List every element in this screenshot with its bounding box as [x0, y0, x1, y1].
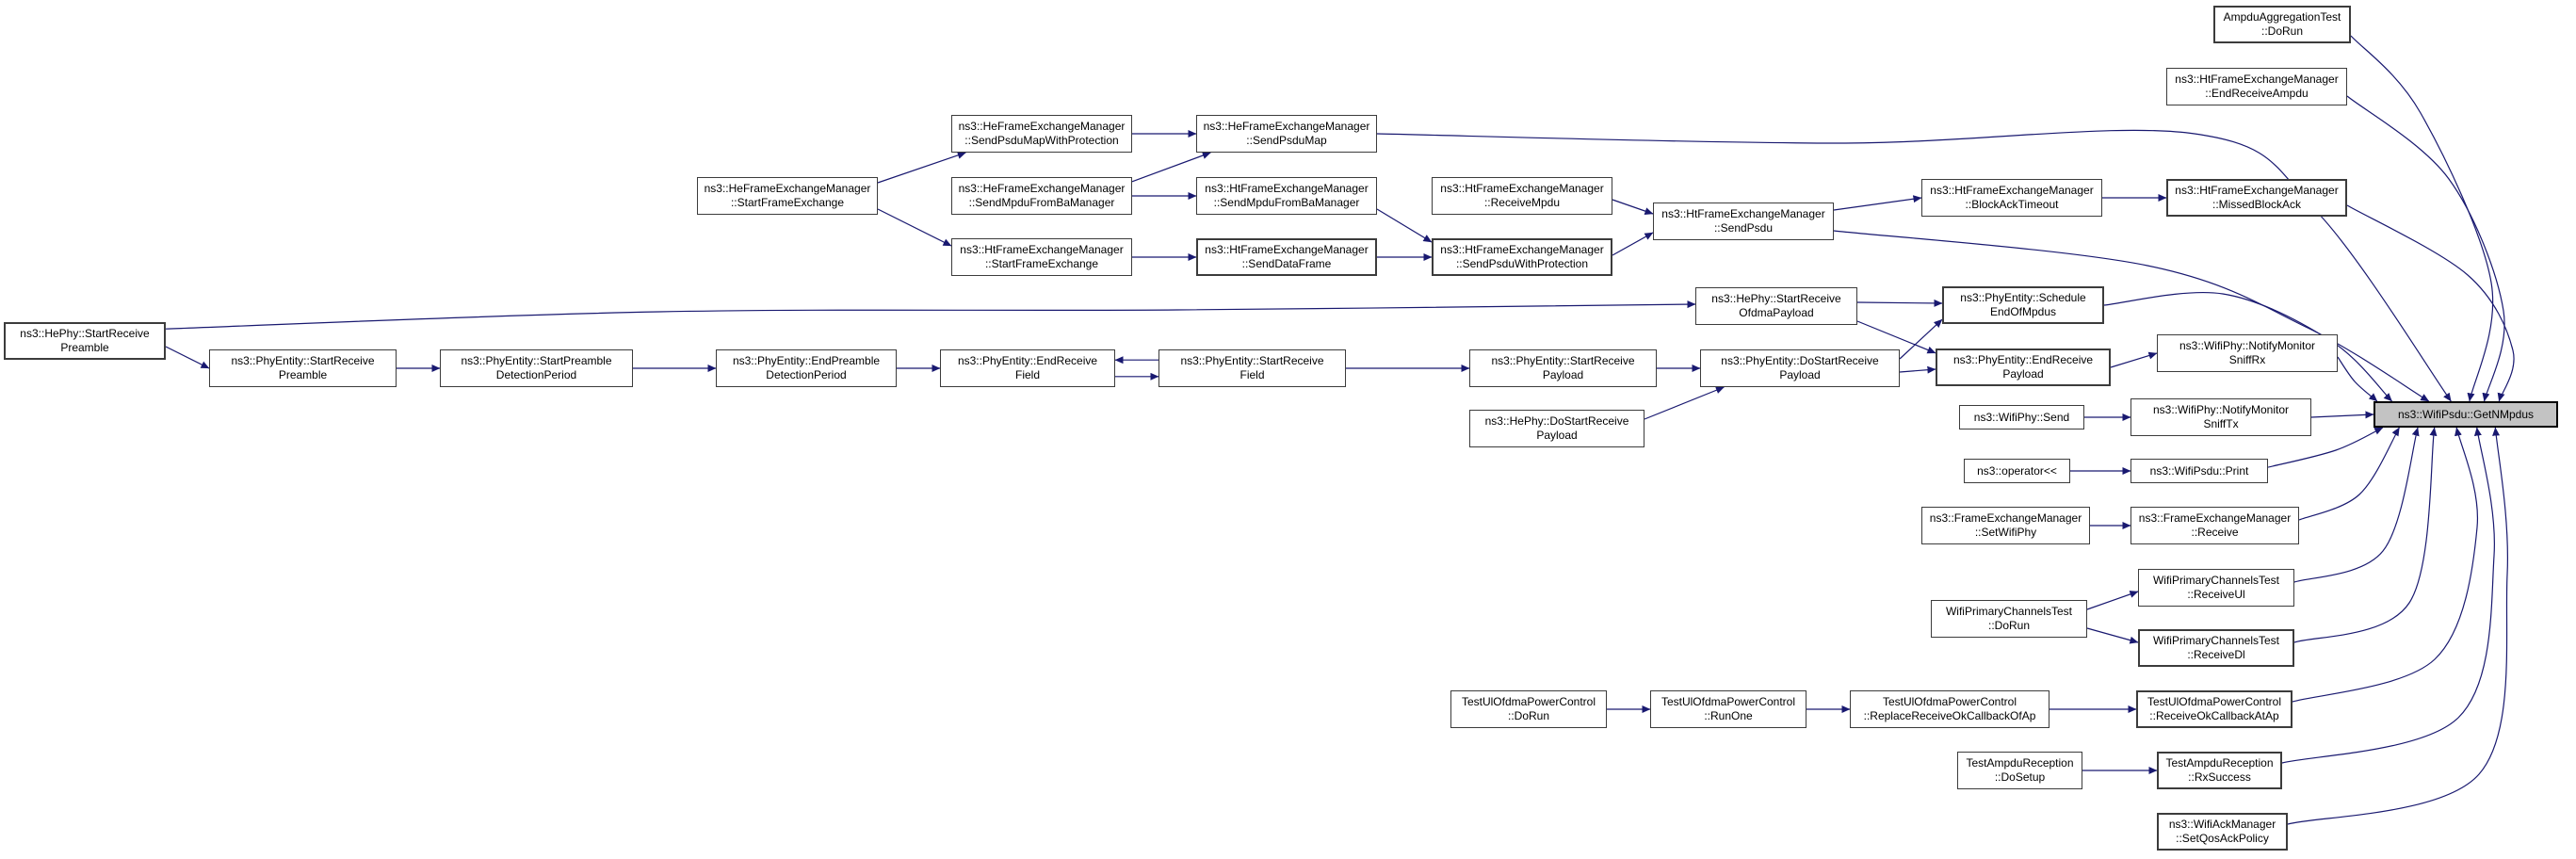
- edge-htfem-sendpsdu--target: [1834, 231, 2429, 401]
- node-label-line: ns3::PhyEntity::DoStartReceive: [1721, 354, 1879, 368]
- node-wpct-rul[interactable]: [2138, 569, 2294, 607]
- node-htfem-sfe[interactable]: [951, 238, 1132, 276]
- node-aat-dorun[interactable]: [2213, 6, 2351, 43]
- node-label-line: ::DoRun: [2260, 24, 2304, 38]
- edge-wpct-dorun--wpct-rdl: [2087, 628, 2138, 642]
- node-label-line: ::SendMpduFromBaManager: [968, 196, 1115, 209]
- node-label-line: ns3::PhyEntity::EndReceive: [1952, 353, 2094, 367]
- node-label-line: ns3::HePhy::StartReceive: [20, 327, 150, 341]
- node-label-line: ns3::WifiPhy::NotifyMonitor: [2179, 339, 2316, 353]
- node-wp-print[interactable]: [2130, 459, 2268, 483]
- edge-hephy-srp--pe-srp: [166, 347, 209, 368]
- node-htfem-endrxampdu[interactable]: [2166, 68, 2347, 105]
- node-wp-send[interactable]: [1959, 405, 2084, 430]
- node-label-line: ns3::PhyEntity::StartReceive: [231, 354, 375, 368]
- node-label-line: ::SendPsduMap: [1246, 134, 1327, 147]
- edge-fem-receive--target: [2299, 428, 2399, 520]
- node-label-line: ::DoSetup: [1994, 770, 2046, 784]
- node-label-line: ::StartFrameExchange: [730, 196, 845, 209]
- node-label-line: ns3::operator<<: [1977, 463, 2057, 478]
- edge-htfem-rxmpdu--htfem-sendpsdu: [1612, 200, 1653, 214]
- node-label-line: WifiPrimaryChannelsTest: [2152, 574, 2280, 588]
- node-label-line: TestUlOfdmaPowerControl: [1461, 695, 1596, 709]
- node-hephy-srp[interactable]: [4, 322, 166, 360]
- edge-wam-setqos--target: [2288, 428, 2507, 824]
- node-label-line: ::BlockAckTimeout: [1965, 198, 2059, 211]
- edge-htfem-smfbm--htfem-spwp: [1377, 209, 1432, 242]
- node-pe-srp[interactable]: [209, 349, 397, 387]
- node-label-line: ns3::HePhy::StartReceive: [1711, 292, 1841, 306]
- edge-wpct-rul--target: [2294, 428, 2418, 582]
- node-label-line: ns3::HtFrameExchangeManager: [960, 243, 1124, 257]
- edge-pe-erpay--wp-sniffrx: [2111, 353, 2157, 367]
- edge-htfem-spwp--htfem-sendpsdu: [1612, 233, 1653, 255]
- node-target: [2373, 401, 2558, 428]
- node-htfem-rxmpdu[interactable]: [1432, 177, 1612, 215]
- node-label-line: DetectionPeriod: [766, 368, 847, 381]
- node-fem-receive[interactable]: [2130, 507, 2299, 544]
- node-wpct-dorun[interactable]: [1931, 600, 2087, 638]
- edge-wpct-rdl--target: [2294, 428, 2435, 642]
- node-tar-dosetup[interactable]: [1957, 752, 2082, 789]
- node-label-line: ::DoRun: [1987, 619, 2031, 632]
- edge-hephy-dsrpay--pe-dsrpay: [1644, 387, 1724, 419]
- edge-hefem-sfe--htfem-sfe: [878, 209, 951, 246]
- node-label-line: ns3::HtFrameExchangeManager: [1661, 207, 1825, 221]
- node-label-line: ::ReceiveOkCallbackAtAp: [2149, 709, 2279, 722]
- node-pe-spdp[interactable]: [440, 349, 633, 387]
- node-label-line: Payload: [1542, 368, 1584, 381]
- node-htfem-sdf[interactable]: [1196, 238, 1377, 276]
- node-label-line: TestUlOfdmaPowerControl: [1882, 695, 2017, 709]
- edge-htfem-endrxampdu--target: [2347, 96, 2504, 401]
- node-label-line: ns3::FrameExchangeManager: [2138, 511, 2292, 526]
- edge-wp-snifftx--target: [2311, 414, 2373, 417]
- node-label-line: ns3::HeFrameExchangeManager: [1203, 120, 1370, 134]
- node-label-line: ::RxSuccess: [2188, 770, 2251, 784]
- node-label-line: ns3::PhyEntity::StartReceive: [1491, 354, 1635, 368]
- node-label-line: ::SendMpduFromBaManager: [1213, 196, 1360, 209]
- node-label-line: Preamble: [278, 368, 328, 381]
- node-htfem-spwp[interactable]: [1432, 238, 1612, 276]
- node-label-line: WifiPrimaryChannelsTest: [2152, 634, 2280, 648]
- node-wp-snifftx[interactable]: [2130, 398, 2311, 436]
- node-label-line: ns3::WifiPsdu::Print: [2149, 463, 2249, 478]
- node-label-line: WifiPrimaryChannelsTest: [1945, 605, 2073, 619]
- node-label-line: ::EndReceiveAmpdu: [2205, 87, 2309, 100]
- node-pe-dsrpay[interactable]: [1700, 349, 1900, 387]
- node-wp-sniffrx[interactable]: [2157, 334, 2338, 372]
- node-label-line: ns3::PhyEntity::EndReceive: [957, 354, 1098, 368]
- node-label-line: ::SendPsdu: [1713, 221, 1774, 235]
- node-htfem-sendpsdu[interactable]: [1653, 203, 1834, 240]
- node-op-stream[interactable]: [1964, 459, 2070, 483]
- edge-htfem-sendpsdu--htfem-batimeout: [1834, 198, 1921, 210]
- node-label-line: TestAmpduReception: [1966, 756, 2074, 770]
- node-label-line: ns3::HtFrameExchangeManager: [1930, 184, 2094, 198]
- node-hephy-dsrpay[interactable]: [1469, 410, 1644, 447]
- node-label-line: DetectionPeriod: [495, 368, 577, 381]
- node-label-line: ns3::WifiPhy::NotifyMonitor: [2152, 403, 2290, 417]
- node-label-line: ::RunOne: [1704, 709, 1753, 722]
- node-label-line: Field: [1014, 368, 1040, 381]
- node-label-line: AmpduAggregationTest: [2223, 10, 2341, 24]
- node-label-line: ns3::PhyEntity::EndPreamble: [732, 354, 881, 368]
- node-label-line: ::MissedBlockAck: [2211, 198, 2302, 211]
- node-label-line: ns3::HtFrameExchangeManager: [1440, 182, 1604, 196]
- node-label-line: Preamble: [60, 341, 109, 354]
- node-hephy-ofdma[interactable]: [1695, 287, 1857, 325]
- node-label-line: OfdmaPayload: [1739, 306, 1814, 319]
- node-label-line: SniffRx: [2228, 353, 2266, 366]
- node-label-line: ::SetWifiPhy: [1974, 526, 2037, 539]
- node-label-line: ns3::HtFrameExchangeManager: [1440, 243, 1604, 257]
- node-pe-semp[interactable]: [1942, 286, 2104, 324]
- node-label-line: ns3::HeFrameExchangeManager: [958, 182, 1126, 196]
- edge-pe-dsrpay--pe-erpay: [1900, 369, 1936, 372]
- edge-wpct-dorun--wpct-rul: [2087, 592, 2138, 609]
- node-fem-setwifiphy[interactable]: [1921, 507, 2090, 544]
- node-wpct-rdl[interactable]: [2138, 629, 2294, 667]
- node-label-line: Payload: [1536, 429, 1578, 442]
- node-hefem-sfe[interactable]: [697, 177, 878, 215]
- node-label-line: TestAmpduReception: [2165, 756, 2274, 770]
- node-label-line: ::SetQosAckPolicy: [2176, 832, 2269, 845]
- node-label-line: ::ReceiveUl: [2187, 588, 2245, 601]
- node-label-line: ns3::HtFrameExchangeManager: [2175, 73, 2339, 87]
- node-tuopc-replace[interactable]: [1850, 690, 2049, 728]
- edge-tuopc-rokcb--target: [2292, 428, 2477, 702]
- node-label-line: ::ReplaceReceiveOkCallbackOfAp: [1863, 709, 2036, 722]
- node-label-line: ns3::HtFrameExchangeManager: [1205, 243, 1369, 257]
- node-label-line: ns3::HePhy::DoStartReceive: [1484, 414, 1629, 429]
- node-pe-srpay[interactable]: [1469, 349, 1657, 387]
- node-label-line: ns3::HtFrameExchangeManager: [2175, 184, 2339, 198]
- node-htfem-smfbm[interactable]: [1196, 177, 1377, 215]
- node-label-line: ns3::HtFrameExchangeManager: [1205, 182, 1369, 196]
- node-label-line: ns3::WifiPhy::Send: [1973, 410, 2070, 424]
- node-hefem-smfbm[interactable]: [951, 177, 1132, 215]
- node-pe-erf[interactable]: [940, 349, 1115, 387]
- edge-tar-rxsuccess--target: [2282, 428, 2494, 763]
- node-label-line: SniffTx: [2203, 417, 2239, 430]
- node-hefem-spm[interactable]: [1196, 115, 1377, 153]
- node-hefem-spmwp[interactable]: [951, 115, 1132, 153]
- node-label-line: ns3::WifiPsdu::GetNMpdus: [2397, 407, 2535, 421]
- node-htfem-missedba[interactable]: [2166, 179, 2347, 217]
- node-label-line: ns3::PhyEntity::StartReceive: [1180, 354, 1324, 368]
- node-pe-srf[interactable]: [1158, 349, 1346, 387]
- node-label-line: ns3::FrameExchangeManager: [1929, 511, 2082, 526]
- node-label-line: ns3::PhyEntity::StartPreamble: [461, 354, 612, 368]
- node-label-line: ::SendPsduMapWithProtection: [964, 134, 1119, 147]
- node-label-line: EndOfMpdus: [1989, 305, 2057, 318]
- node-tuopc-runone[interactable]: [1650, 690, 1806, 728]
- node-label-line: TestUlOfdmaPowerControl: [1661, 695, 1796, 709]
- node-pe-epdp[interactable]: [716, 349, 897, 387]
- edge-hephy-ofdma--pe-semp: [1857, 302, 1942, 303]
- node-label-line: ns3::PhyEntity::Schedule: [1960, 291, 2086, 305]
- node-label-line: ::DoRun: [1507, 709, 1550, 722]
- node-label-line: ::Receive: [2191, 526, 2239, 539]
- node-tuopc-rokcb[interactable]: [2136, 690, 2292, 728]
- node-label-line: ns3::HeFrameExchangeManager: [958, 120, 1126, 134]
- node-htfem-batimeout[interactable]: [1921, 179, 2102, 217]
- node-wam-setqos[interactable]: [2157, 813, 2288, 851]
- node-tuopc-dorun[interactable]: [1450, 690, 1607, 728]
- edge-htfem-missedba--target: [2347, 205, 2514, 401]
- node-label-line: TestUlOfdmaPowerControl: [2147, 695, 2282, 709]
- node-pe-erpay[interactable]: [1936, 348, 2111, 386]
- node-label-line: ::SendDataFrame: [1241, 257, 1332, 270]
- node-tar-rxsuccess[interactable]: [2157, 752, 2282, 789]
- node-label-line: ::ReceiveDl: [2187, 648, 2245, 661]
- node-label-line: ns3::HeFrameExchangeManager: [704, 182, 871, 196]
- node-label-line: Field: [1239, 368, 1265, 381]
- node-label-line: ::StartFrameExchange: [984, 257, 1099, 270]
- node-label-line: ns3::WifiAckManager: [2168, 818, 2276, 832]
- node-label-line: ::ReceiveMpdu: [1483, 196, 1561, 209]
- node-label-line: Payload: [1779, 368, 1821, 381]
- edge-hephy-srp--hephy-ofdma: [166, 304, 1695, 329]
- node-label-line: Payload: [2002, 367, 2044, 381]
- node-label-line: ::SendPsduWithProtection: [1455, 257, 1589, 270]
